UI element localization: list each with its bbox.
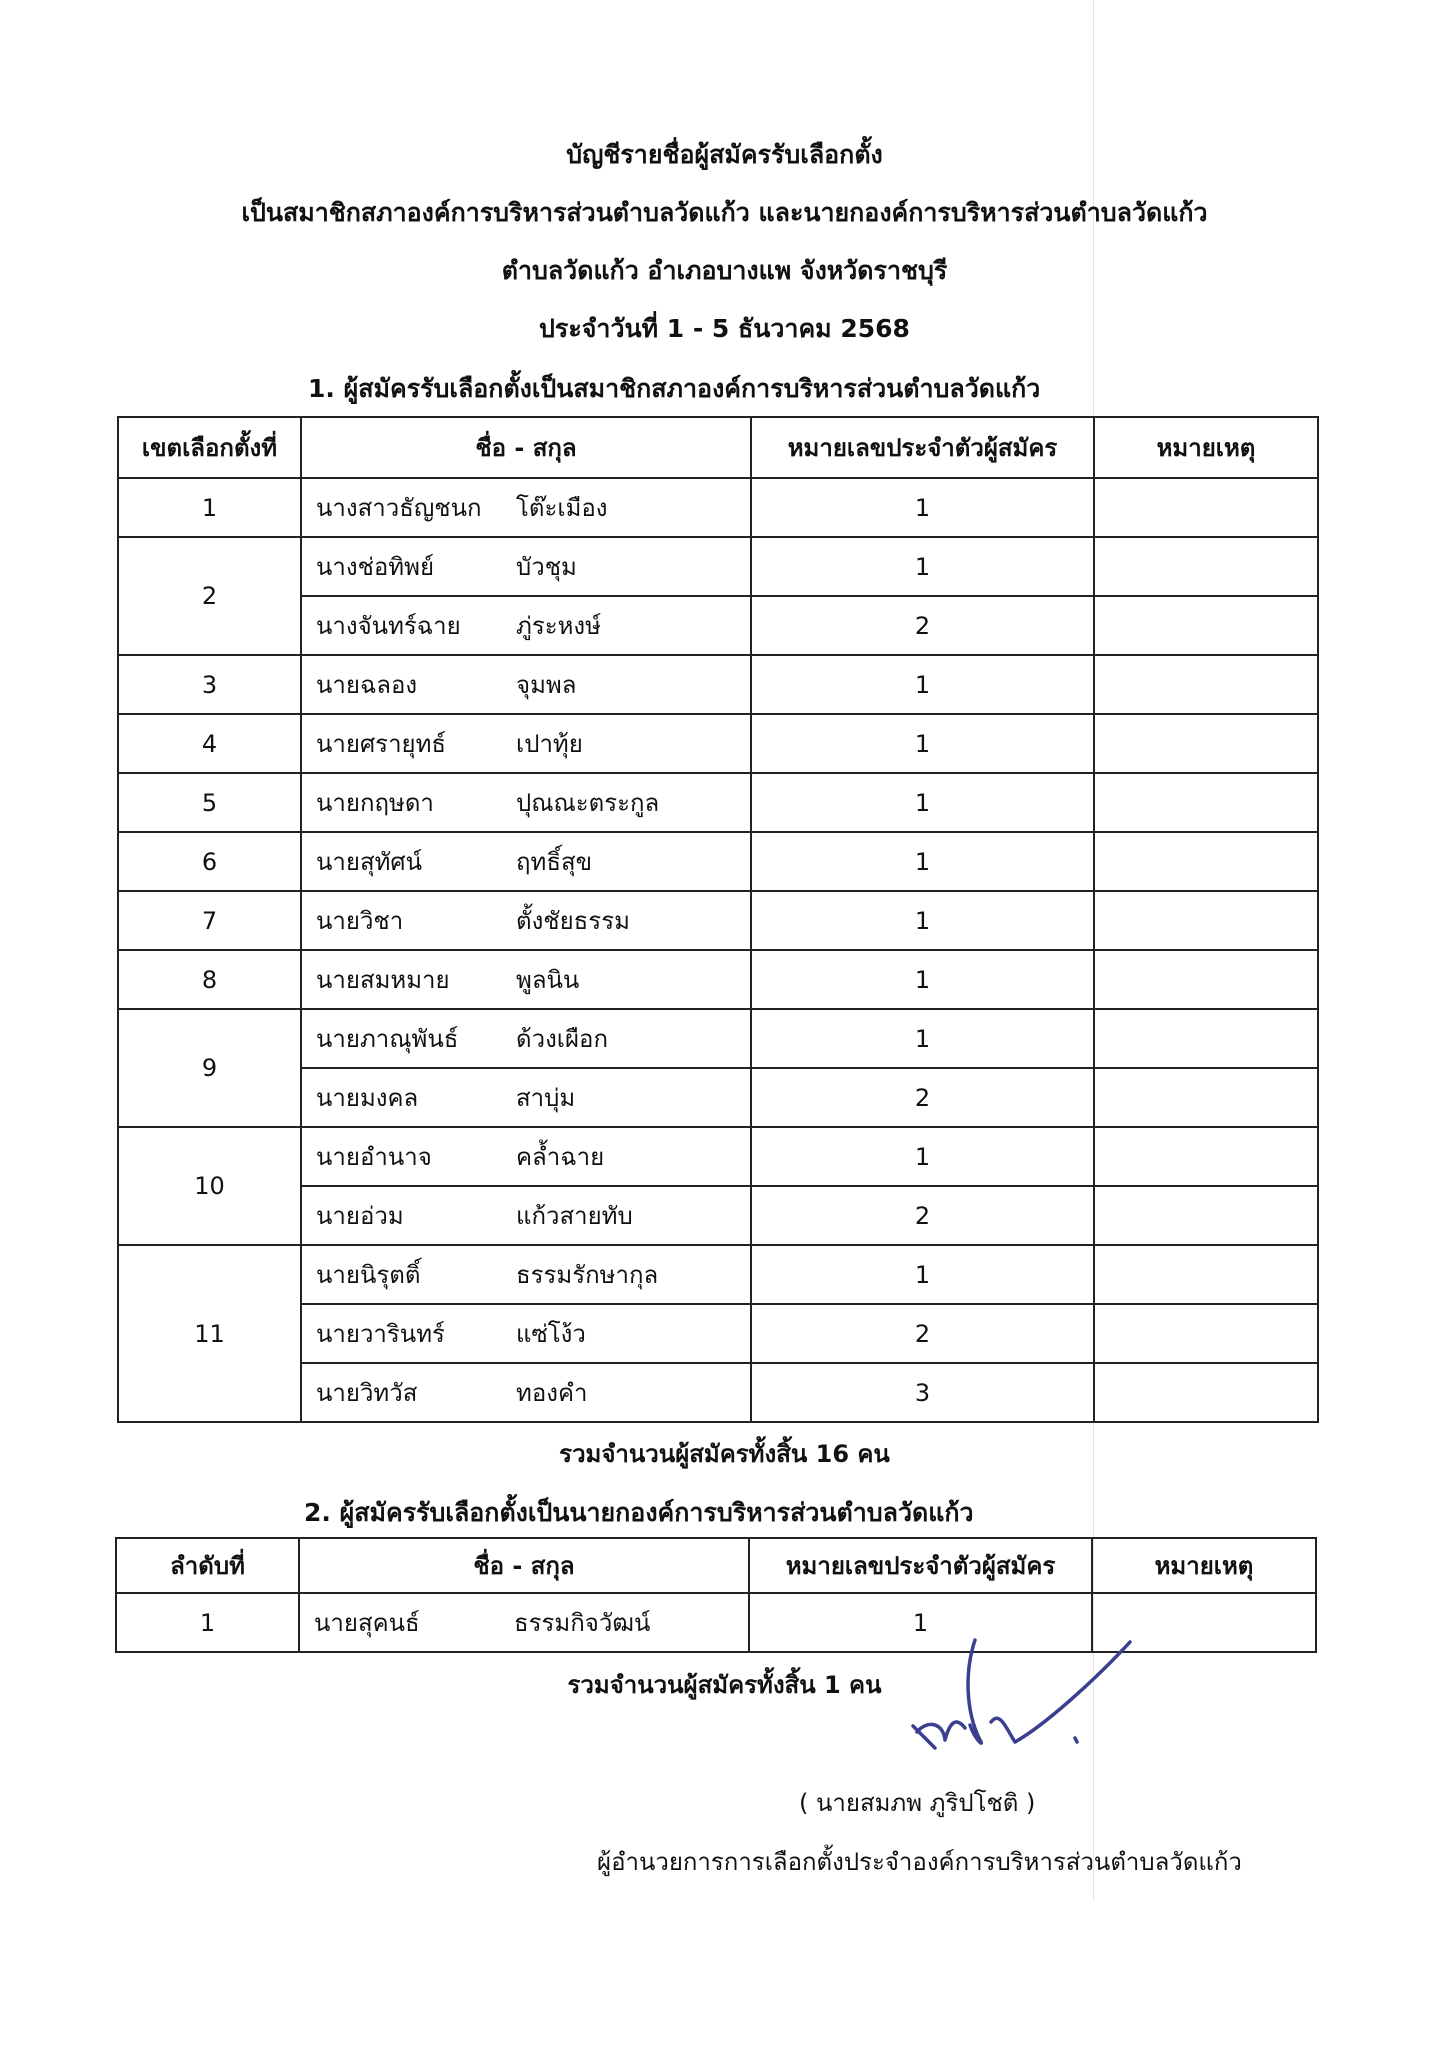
remark-cell xyxy=(1094,537,1318,596)
number-cell: 1 xyxy=(751,714,1094,773)
remark-cell xyxy=(1094,1068,1318,1127)
table-row xyxy=(118,478,1318,537)
candidate-prefix: นายสมหมาย xyxy=(316,966,450,994)
table-row xyxy=(118,655,1318,714)
table-row xyxy=(118,714,1318,773)
name-cell xyxy=(301,950,751,1009)
candidate-surname: สาบุ่ม xyxy=(516,1084,576,1112)
name-cell xyxy=(301,1009,751,1068)
zone-cell: 6 xyxy=(118,832,301,891)
section1-total: รวมจำนวนผู้สมัครทั้งสิ้น 16 คน xyxy=(559,1440,890,1468)
header-remark: หมายเหตุ xyxy=(1092,1538,1316,1593)
zone-cell: 7 xyxy=(118,891,301,950)
header-number: หมายเลขประจำตัวผู้สมัคร xyxy=(749,1538,1092,1593)
name-cell xyxy=(301,773,751,832)
zone-cell: 3 xyxy=(118,655,301,714)
doc-location: ตำบลวัดแก้ว อำเภอบางแพ จังหวัดราชบุรี xyxy=(501,256,948,285)
number-cell: 1 xyxy=(751,832,1094,891)
remark-cell xyxy=(1094,714,1318,773)
candidate-surname: ธรรมรักษากุล xyxy=(516,1261,659,1289)
remark-cell xyxy=(1094,1304,1318,1363)
candidate-surname: ธรรมกิจวัฒน์ xyxy=(514,1609,651,1637)
number-cell: 2 xyxy=(751,1068,1094,1127)
name-cell xyxy=(301,537,751,596)
number-cell: 1 xyxy=(751,537,1094,596)
remark-cell xyxy=(1094,950,1318,1009)
header-zone: เขตเลือกตั้งที่ xyxy=(118,417,301,478)
table-row xyxy=(118,832,1318,891)
candidate-prefix: นายศรายุทธ์ xyxy=(316,730,447,758)
table-row xyxy=(118,1127,1318,1186)
section1-title: 1. ผู้สมัครรับเลือกตั้งเป็นสมาชิกสภาองค์การบริหารส่วนตำบลวัดแก้ว xyxy=(308,374,1041,403)
order-cell: 1 xyxy=(116,1593,299,1652)
candidate-surname: ด้วงเผือก xyxy=(516,1025,608,1053)
doc-title: บัญชีรายชื่อผู้สมัครรับเลือกตั้ง xyxy=(566,140,883,169)
name-cell xyxy=(301,596,751,655)
number-cell: 1 xyxy=(751,891,1094,950)
candidate-prefix: นายกฤษดา xyxy=(316,789,434,817)
table-row xyxy=(118,1009,1318,1068)
remark-cell xyxy=(1094,1245,1318,1304)
name-cell xyxy=(301,655,751,714)
candidate-prefix: นายวารินทร์ xyxy=(316,1320,445,1348)
candidate-surname: ภู่ระหงษ์ xyxy=(516,612,601,640)
name-cell xyxy=(299,1593,749,1652)
header-number: หมายเลขประจำตัวผู้สมัคร xyxy=(751,417,1094,478)
candidate-surname: คล้ำฉาย xyxy=(516,1143,605,1171)
candidate-surname: ฤทธิ์สุข xyxy=(516,848,593,876)
candidate-prefix: นายสุทัศน์ xyxy=(316,848,423,876)
number-cell: 2 xyxy=(751,1186,1094,1245)
remark-cell xyxy=(1094,1186,1318,1245)
candidate-prefix: นางจันทร์ฉาย xyxy=(316,612,461,640)
name-cell xyxy=(301,891,751,950)
number-cell: 1 xyxy=(751,1009,1094,1068)
remark-cell xyxy=(1094,773,1318,832)
candidate-surname: พูลนิน xyxy=(516,966,580,994)
candidate-prefix: นายนิรุตติ์ xyxy=(316,1261,421,1289)
number-cell: 1 xyxy=(751,950,1094,1009)
remark-cell xyxy=(1094,832,1318,891)
zone-cell: 9 xyxy=(118,1009,301,1127)
table-header-row xyxy=(118,417,1318,478)
header-order: ลำดับที่ xyxy=(116,1538,299,1593)
number-cell: 3 xyxy=(751,1363,1094,1422)
number-cell: 2 xyxy=(751,596,1094,655)
header-name: ชื่อ - สกุล xyxy=(299,1538,749,1593)
table-header-row xyxy=(116,1538,1316,1593)
candidate-surname: ปุณณะตระกูล xyxy=(516,789,660,817)
remark-cell xyxy=(1094,1363,1318,1422)
number-cell: 1 xyxy=(749,1593,1092,1652)
number-cell: 2 xyxy=(751,1304,1094,1363)
candidate-prefix: นายอำนาจ xyxy=(316,1143,432,1171)
doc-date: ประจำวันที่ 1 - 5 ธันวาคม 2568 xyxy=(539,314,910,343)
signer-name: ( นายสมภพ ภูริปโชติ ) xyxy=(799,1789,1036,1817)
candidate-surname: โต๊ะเมือง xyxy=(516,494,608,522)
number-cell: 1 xyxy=(751,478,1094,537)
name-cell xyxy=(301,1363,751,1422)
name-cell xyxy=(301,1245,751,1304)
council-candidates-table xyxy=(117,416,1319,1423)
candidate-prefix: นางสาวธัญชนก xyxy=(316,494,482,522)
candidate-prefix: นางช่อทิพย์ xyxy=(316,553,435,581)
candidate-prefix: นายฉลอง xyxy=(316,671,418,699)
table-row xyxy=(118,773,1318,832)
zone-cell: 10 xyxy=(118,1127,301,1245)
name-cell xyxy=(301,478,751,537)
name-cell xyxy=(301,714,751,773)
candidate-prefix: นายวิทวัส xyxy=(316,1379,418,1407)
table-row xyxy=(118,891,1318,950)
zone-cell: 1 xyxy=(118,478,301,537)
candidate-surname: ตั้งชัยธรรม xyxy=(516,907,630,935)
remark-cell xyxy=(1094,478,1318,537)
candidate-prefix: นายสุคนธ์ xyxy=(314,1609,420,1637)
remark-cell xyxy=(1094,1009,1318,1068)
number-cell: 1 xyxy=(751,655,1094,714)
table-row xyxy=(118,950,1318,1009)
section2-title: 2. ผู้สมัครรับเลือกตั้งเป็นนายกองค์การบริหารส่วนตำบลวัดแก้ว xyxy=(304,1498,974,1527)
name-cell xyxy=(301,1186,751,1245)
remark-cell xyxy=(1094,596,1318,655)
zone-cell: 8 xyxy=(118,950,301,1009)
candidate-surname: บัวชุม xyxy=(516,553,577,581)
number-cell: 1 xyxy=(751,773,1094,832)
zone-cell: 2 xyxy=(118,537,301,655)
header-name: ชื่อ - สกุล xyxy=(301,417,751,478)
candidate-surname: แซ่โง้ว xyxy=(516,1320,586,1348)
signer-title: ผู้อำนวยการการเลือกตั้งประจำองค์การบริหารส่วนตำบลวัดแก้ว xyxy=(597,1848,1242,1876)
candidate-prefix: นายวิชา xyxy=(316,907,404,935)
number-cell: 1 xyxy=(751,1245,1094,1304)
name-cell xyxy=(301,1304,751,1363)
doc-subtitle: เป็นสมาชิกสภาองค์การบริหารส่วนตำบลวัดแก้ว และนายกองค์การบริหารส่วนตำบลวัดแก้ว xyxy=(241,198,1208,227)
section2-total: รวมจำนวนผู้สมัครทั้งสิ้น 1 คน xyxy=(567,1671,882,1699)
header-remark: หมายเหตุ xyxy=(1094,417,1318,478)
name-cell xyxy=(301,832,751,891)
table-row xyxy=(118,1245,1318,1304)
handwritten-signature xyxy=(905,1630,1145,1770)
remark-cell xyxy=(1094,655,1318,714)
table-row xyxy=(118,537,1318,596)
zone-cell: 11 xyxy=(118,1245,301,1422)
zone-cell: 5 xyxy=(118,773,301,832)
candidate-prefix: นายภาณุพันธ์ xyxy=(316,1025,459,1053)
remark-cell xyxy=(1094,1127,1318,1186)
candidate-surname: จุมพล xyxy=(516,671,577,699)
candidate-prefix: นายมงคล xyxy=(316,1084,419,1112)
zone-cell: 4 xyxy=(118,714,301,773)
candidate-surname: เปาทุ้ย xyxy=(516,730,583,758)
name-cell xyxy=(301,1127,751,1186)
candidate-surname: ทองคำ xyxy=(516,1379,588,1407)
candidate-surname: แก้วสายทับ xyxy=(516,1202,633,1230)
name-cell xyxy=(301,1068,751,1127)
candidate-prefix: นายอ่วม xyxy=(316,1202,404,1230)
number-cell: 1 xyxy=(751,1127,1094,1186)
remark-cell xyxy=(1094,891,1318,950)
